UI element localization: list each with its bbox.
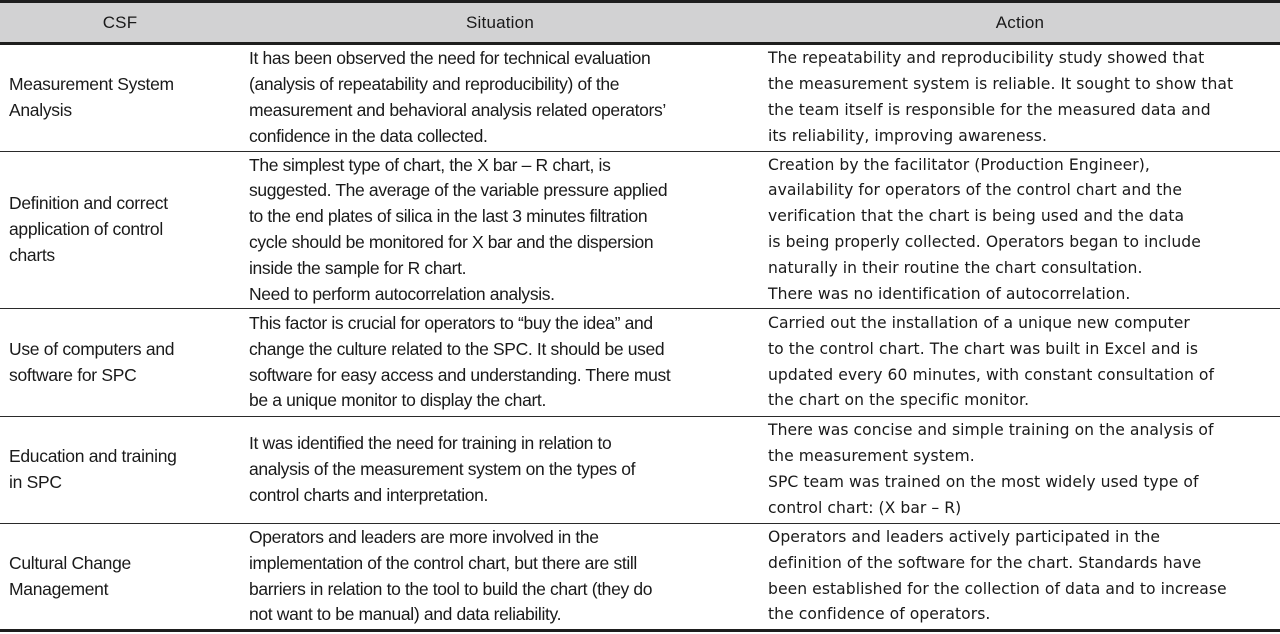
- table-row: [0, 309, 1280, 417]
- action-line: Creation by the facilitator (Production Engineer),: [768, 155, 1150, 174]
- situation-line: change the culture related to the SPC. It should be used: [249, 338, 665, 359]
- situation-line: It was identified the need for training in relation to: [249, 433, 612, 454]
- action-line: to the control chart. The chart was built in Excel and is: [768, 339, 1199, 358]
- action-line: is being properly collected. Operators began to include: [768, 233, 1201, 251]
- situation-line: Need to perform autocorrelation analysis.: [249, 283, 555, 304]
- action-line: the team itself is responsible for the measured data and: [768, 101, 1211, 119]
- situation-cell: [240, 44, 760, 152]
- action-line: control chart: (X bar – R): [768, 498, 962, 517]
- header-row: [0, 2, 1280, 44]
- action-line: its reliability, improving awareness.: [768, 126, 1047, 145]
- csf-line: Measurement System: [9, 74, 174, 95]
- situation-cell: [240, 152, 760, 309]
- action-cell: [760, 44, 1280, 152]
- situation-cell: [240, 309, 760, 417]
- situation-line: inside the sample for R chart.: [249, 257, 467, 278]
- csf-line: Use of computers and: [9, 338, 175, 359]
- header-action: Action: [760, 2, 1280, 44]
- csf-line: Education and training: [9, 446, 177, 467]
- table-row: [0, 417, 1280, 524]
- situation-line: measurement and behavioral analysis related operators’: [249, 100, 666, 120]
- action-line: the chart on the specific monitor.: [768, 391, 1030, 410]
- situation-line: Operators and leaders are more involved in the: [249, 526, 599, 547]
- csf-line: Cultural Change: [9, 552, 131, 573]
- situation-line: software for easy access and understanding. There must: [249, 364, 671, 385]
- action-line: updated every 60 minutes, with constant consultation of: [768, 365, 1215, 384]
- csf-cell: [0, 152, 240, 309]
- action-line: the confidence of operators.: [768, 605, 991, 624]
- situation-line: (analysis of repeatability and reproducibility) of the: [249, 74, 620, 95]
- csf-cell: [0, 309, 240, 417]
- situation-line: be a unique monitor to display the chart.: [249, 390, 546, 411]
- csf-cell: [0, 417, 240, 524]
- situation-line: suggested. The average of the variable pressure applied: [249, 180, 668, 201]
- csf-line: Management: [9, 578, 109, 599]
- action-line: availability for operators of the control chart and the: [768, 181, 1182, 200]
- situation-line: to the end plates of silica in the last 3 minutes filtration: [249, 206, 648, 227]
- action-cell: [760, 152, 1280, 309]
- action-line: Operators and leaders actively participated in the: [768, 527, 1161, 546]
- action-line: the measurement system.: [768, 447, 975, 466]
- table-row: [0, 152, 1280, 309]
- action-line: There was concise and simple training on the analysis of: [768, 421, 1214, 440]
- action-line: The repeatability and reproducibility study showed that: [768, 49, 1205, 68]
- csf-line: application of control: [9, 219, 163, 240]
- action-line: been established for the collection of data and to increase: [768, 579, 1227, 598]
- csf-line: charts: [9, 244, 55, 265]
- action-line: SPC team was trained on the most widely used type of: [768, 473, 1199, 491]
- situation-line: cycle should be monitored for X bar and the dispersion: [249, 232, 654, 252]
- situation-line: barriers in relation to the tool to build the chart (they do: [249, 578, 653, 599]
- action-cell: [760, 417, 1280, 524]
- situation-line: control charts and interpretation.: [249, 484, 489, 505]
- action-line: naturally in their routine the chart consultation.: [768, 258, 1143, 277]
- table-header: [0, 2, 1280, 44]
- action-line: verification that the chart is being used and the data: [768, 207, 1185, 226]
- action-line: definition of the software for the chart. Standards have: [768, 553, 1202, 572]
- action-line: the measurement system is reliable. It sought to show that: [768, 75, 1234, 94]
- action-line: Carried out the installation of a unique new computer: [768, 313, 1190, 332]
- situation-line: confidence in the data collected.: [249, 125, 488, 146]
- situation-cell: [240, 524, 760, 631]
- table-body: [0, 44, 1280, 631]
- action-line: There was no identification of autocorrelation.: [768, 284, 1131, 303]
- action-cell: [760, 309, 1280, 417]
- situation-cell: [240, 417, 760, 524]
- csf-line: Analysis: [9, 100, 72, 120]
- table-row: [0, 44, 1280, 152]
- csf-line: software for SPC: [9, 364, 137, 385]
- header-situation: Situation: [240, 2, 760, 44]
- csf-line: in SPC: [9, 472, 62, 492]
- situation-line: This factor is crucial for operators to “buy the idea” and: [249, 312, 653, 333]
- csf-cell: [0, 524, 240, 631]
- situation-line: The simplest type of chart, the X bar – R chart, is: [249, 154, 611, 175]
- action-cell: [760, 524, 1280, 631]
- situation-line: analysis of the measurement system on the types of: [249, 459, 636, 480]
- table-row: [0, 524, 1280, 631]
- situation-line: It has been observed the need for technical evaluation: [249, 48, 651, 69]
- csf-cell: [0, 44, 240, 152]
- csf-line: Definition and correct: [9, 193, 168, 214]
- situation-line: not want to be manual) and data reliability.: [249, 604, 562, 625]
- situation-line: implementation of the control chart, but there are still: [249, 552, 637, 573]
- header-csf: CSF: [0, 2, 240, 44]
